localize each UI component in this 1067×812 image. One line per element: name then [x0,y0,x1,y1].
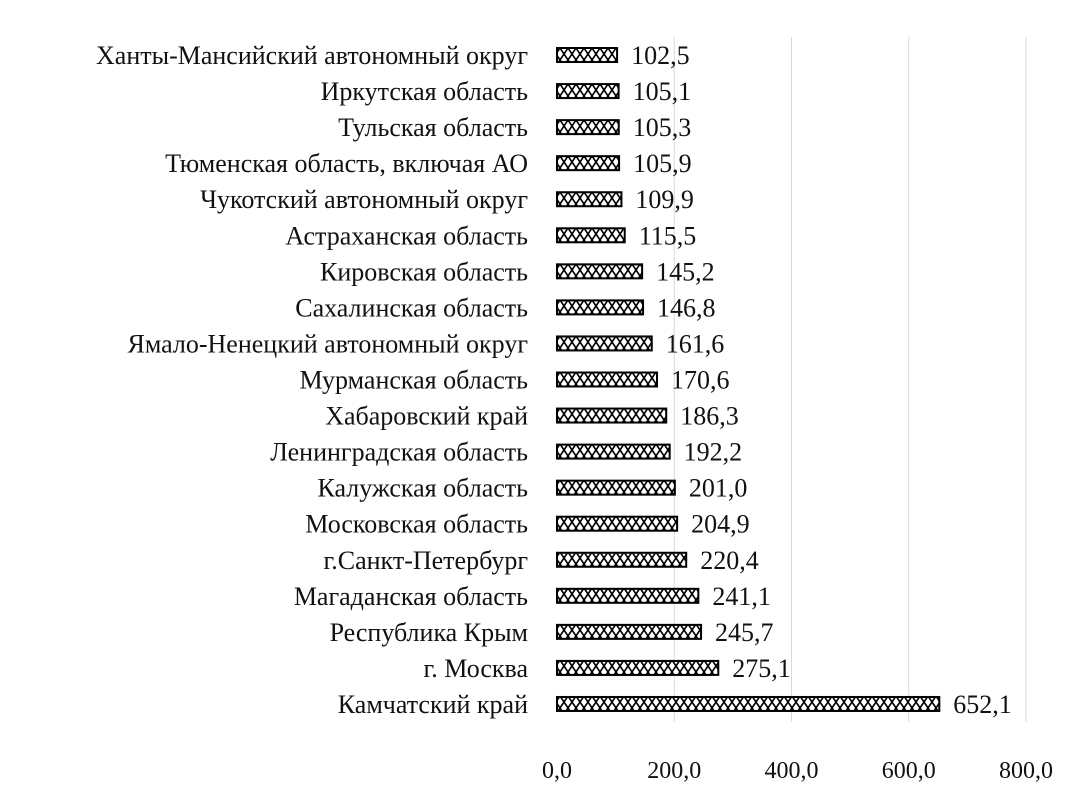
data-label: 204,9 [691,509,750,539]
data-label: 145,2 [656,257,715,287]
bar [557,553,686,567]
bar [557,84,619,98]
data-label: 109,9 [635,185,694,215]
x-tick-label: 400,0 [764,758,819,784]
category-label: Тюменская область, включая АО [165,149,528,179]
data-label: 245,7 [715,617,774,647]
category-label: Тульская область [338,113,528,143]
category-label: Калужская область [317,473,528,503]
data-label: 105,9 [633,149,692,179]
data-label: 170,6 [671,365,730,395]
bar [557,625,701,639]
bar [557,589,698,603]
x-tick-label: 0,0 [542,758,572,784]
bar [557,192,621,206]
category-label: Чукотский автономный округ [200,185,528,215]
category-labels [96,41,528,719]
x-tick-label: 600,0 [881,758,936,784]
category-label: Магаданская область [293,581,528,611]
data-label: 161,6 [665,329,725,359]
bar [557,120,619,134]
data-label: 201,0 [688,473,748,503]
category-label: Хабаровский край [325,401,528,431]
bar [557,517,677,531]
category-label: Мурманская область [299,365,528,395]
category-label: Камчатский край [337,689,528,719]
x-tick-label: 200,0 [647,758,702,784]
bar [557,48,617,62]
data-label: 105,3 [632,113,692,143]
category-label: Кировская область [319,257,528,287]
data-label: 102,5 [631,41,690,71]
category-label: г. Москва [423,653,528,683]
category-label: Республика Крым [329,617,528,647]
bar [557,409,666,423]
category-label: Ленинградская область [270,437,528,467]
data-label: 105,1 [632,77,692,107]
bar [557,228,625,242]
x-tick-label: 800,0 [999,758,1053,784]
data-label: 115,5 [638,221,697,251]
bars [557,48,939,711]
value-labels [631,41,1012,719]
category-label: Иркутская область [320,77,528,107]
x-axis-ticks [542,758,1053,784]
category-label: Астраханская область [285,221,528,251]
category-label: Ямало-Ненецкий автономный округ [127,329,528,359]
data-label: 652,1 [953,689,1012,719]
data-label: 192,2 [683,437,743,467]
bar [557,661,718,675]
data-label: 186,3 [680,401,739,431]
bar [557,481,675,495]
bar [557,336,652,350]
category-label: Ханты-Мансийский автономный округ [96,41,528,71]
category-label: Сахалинская область [295,293,528,323]
category-label: г.Санкт-Петербург [323,545,528,575]
bar [557,156,619,170]
bar [557,373,657,387]
bar [557,445,670,459]
data-label: 241,1 [712,581,771,611]
bar [557,300,643,314]
category-label: Московская область [305,509,528,539]
bar [557,264,642,278]
data-label: 146,8 [657,293,716,323]
bar [557,697,939,711]
data-label: 220,4 [700,545,759,575]
data-label: 275,1 [732,653,791,683]
